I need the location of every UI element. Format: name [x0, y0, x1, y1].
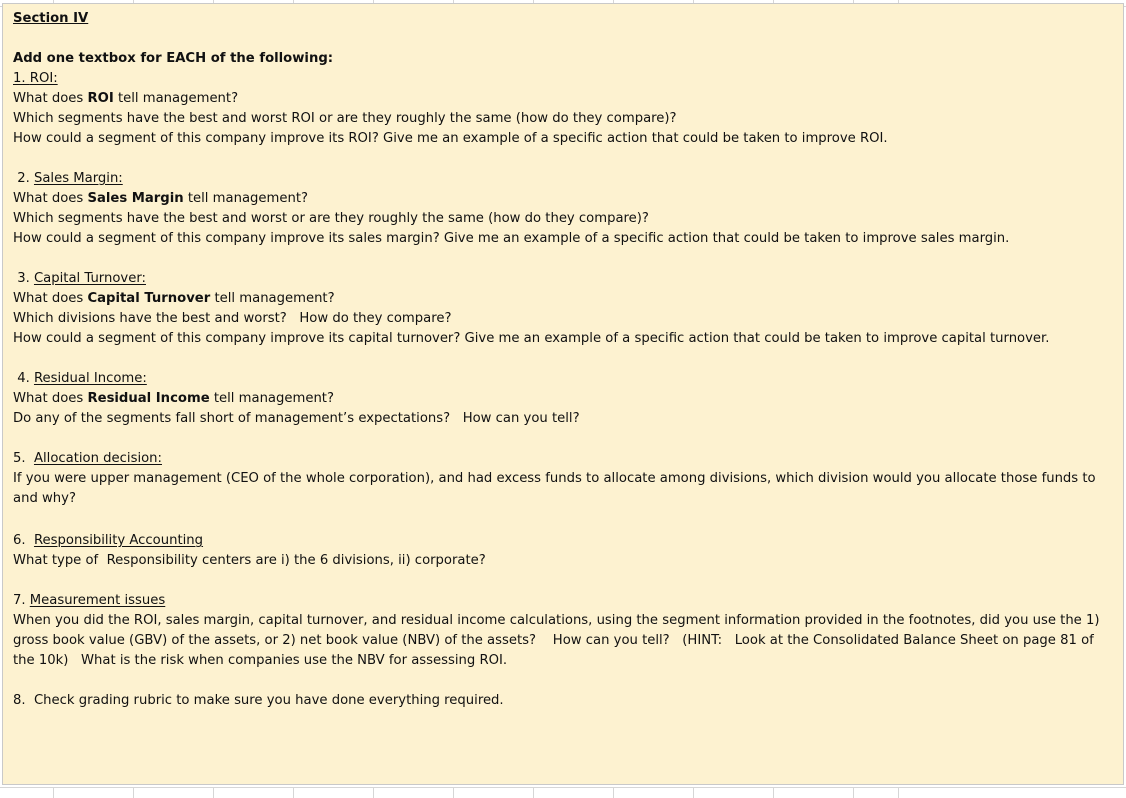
grid-column-line [693, 788, 694, 798]
question-text: tell management? [113, 91, 239, 106]
grid-column-line [453, 788, 454, 798]
question-line [13, 129, 1114, 149]
blank-line [13, 249, 1114, 269]
question-text: What type of Responsibility centers are i) the 6 divisions, ii) corporate? [13, 553, 486, 568]
item-heading-measurement-issues [13, 591, 1114, 611]
blank-line [13, 149, 1114, 169]
question-line [13, 409, 1114, 429]
grid-column-line [213, 788, 214, 798]
item-heading-label: Capital Turnover: [33, 271, 146, 286]
question-paragraph [13, 469, 1114, 509]
question-text: What does [13, 391, 88, 406]
question-bold-term: Residual Income [87, 391, 210, 406]
grid-column-line [133, 788, 134, 798]
question-line [13, 309, 1114, 329]
question-line [13, 329, 1114, 349]
question-line [13, 89, 1114, 109]
item-heading-label: Measurement issues [29, 593, 166, 608]
blank-line [13, 509, 1114, 529]
item-number: 3. [13, 271, 34, 286]
grid-bottom-edge [0, 787, 1126, 798]
item-number: 1. [13, 71, 30, 86]
grid-column-line [293, 788, 294, 798]
question-line [13, 289, 1114, 309]
item-heading-roi [13, 69, 1114, 89]
question-text: tell management? [209, 391, 334, 406]
instructions-text: Add one textbox for EACH of the following: [13, 51, 334, 66]
item-number: 2. [13, 171, 34, 186]
question-paragraph [13, 611, 1114, 671]
section-title-line [13, 9, 1114, 29]
question-bold-term: Capital Turnover [87, 291, 211, 306]
question-text: When you did the ROI, sales margin, capital turnover, and residual income calculations, using the segment information provided in the footnotes, did you use the 1) gross book value (GBV) of the assets, or 2) net book value (NBV) of the assets? How can you tell? (HINT: Look at the Consolidated Balance Sheet on page 81 of the 10k) What is the risk when companies use the NBV for assessing ROI. [13, 613, 1104, 668]
question-text: tell management? [210, 291, 335, 306]
blank-line [13, 429, 1114, 449]
question-text: Which segments have the best and worst or are they roughly the same (how do they compare)? [13, 211, 649, 226]
question-line [13, 209, 1114, 229]
item-number: 5. [13, 451, 34, 466]
item-heading-label: ROI: [29, 71, 58, 86]
question-text: tell management? [183, 191, 308, 206]
item-heading-residual-income [13, 369, 1114, 389]
item-number: 8. [13, 693, 34, 708]
item-heading-capital-turnover [13, 269, 1114, 289]
question-bold-term: Sales Margin [87, 191, 184, 206]
question-text: What does [13, 291, 88, 306]
section-title: Section IV [13, 11, 89, 26]
item-number: 6. [13, 533, 34, 548]
instructions-line [13, 49, 1114, 69]
question-text: What does [13, 91, 88, 106]
item-heading-allocation-decision [13, 449, 1114, 469]
item-heading-label: Sales Margin: [33, 171, 123, 186]
question-text: Which divisions have the best and worst? How do they compare? [13, 311, 452, 326]
question-text: How could a segment of this company improve its capital turnover? Give me an example of a specific action that could be taken to improve capital turnover. [13, 331, 1050, 346]
item-heading-label: Check grading rubric to make sure you have done everything required. [33, 693, 504, 708]
item-number: 7. [13, 593, 30, 608]
blank-line [13, 349, 1114, 369]
question-text: How could a segment of this company improve its ROI? Give me an example of a specific action that could be taken to improve ROI. [13, 131, 888, 146]
question-line [13, 389, 1114, 409]
grid-column-line [853, 788, 854, 798]
instructions-textbox[interactable] [2, 3, 1124, 785]
item-heading-grading-rubric [13, 691, 1114, 711]
blank-line [13, 571, 1114, 591]
question-text: Do any of the segments fall short of management’s expectations? How can you tell? [13, 411, 580, 426]
item-heading-responsibility-accounting [13, 531, 1114, 551]
item-heading-label: Residual Income: [33, 371, 147, 386]
question-text: If you were upper management (CEO of the whole corporation), and had excess funds to allocate among divisions, which division would you allocate those funds to and why? [13, 471, 1096, 506]
grid-column-line [53, 788, 54, 798]
blank-line [13, 671, 1114, 691]
question-text: What does [13, 191, 88, 206]
grid-column-line [898, 788, 899, 798]
grid-column-line [533, 788, 534, 798]
grid-column-line [773, 788, 774, 798]
question-line [13, 229, 1114, 249]
blank-line [13, 29, 1114, 49]
question-bold-term: ROI [87, 91, 114, 106]
item-number: 4. [13, 371, 34, 386]
question-line [13, 109, 1114, 129]
question-line [13, 189, 1114, 209]
item-heading-sales-margin [13, 169, 1114, 189]
item-heading-text [13, 71, 58, 86]
item-heading-label: Allocation decision: [33, 451, 162, 466]
question-text: How could a segment of this company improve its sales margin? Give me an example of a specific action that could be taken to improve sales margin. [13, 231, 1010, 246]
grid-column-line [613, 788, 614, 798]
item-heading-label: Responsibility Accounting [33, 533, 204, 548]
question-line [13, 551, 1114, 571]
grid-column-line [373, 788, 374, 798]
question-text: Which segments have the best and worst ROI or are they roughly the same (how do they compare)? [13, 111, 677, 126]
